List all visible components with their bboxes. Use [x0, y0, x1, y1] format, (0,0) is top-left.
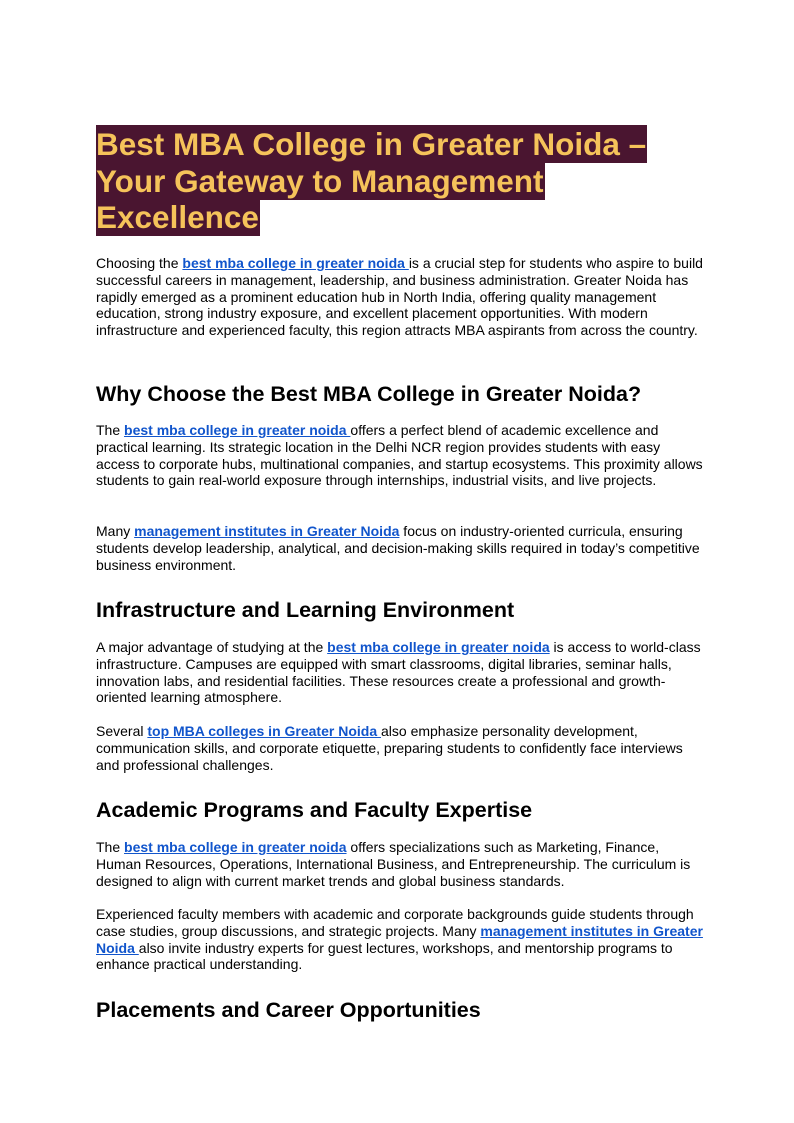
title-line: Your Gateway to Management: [96, 162, 544, 199]
paragraph-text: is a crucial step for students who aspire to build successful careers in management, leadership, and business administration. Greater Noida has rapidly emerged as a prominent education hub in North India, offering quality management education, strong industry exposure, and excellent placement opportunities. With modern infrastructure and experienced faculty, this region attracts MBA aspirants from across the country.: [96, 255, 703, 339]
content-link[interactable]: top MBA colleges in Greater Noida: [147, 723, 381, 739]
paragraph-text: The: [96, 422, 125, 438]
title-line: Excellence: [96, 199, 259, 235]
section-heading-infrastructure: Infrastructure and Learning Environment: [96, 598, 515, 622]
intro-paragraph: [96, 255, 706, 339]
content-link[interactable]: management institutes in Greater Noida: [134, 523, 400, 539]
paragraph-text: also invite industry experts for guest lectures, workshops, and mentorship programs to enhance practical understanding.: [96, 939, 673, 973]
academic-paragraph-1: [96, 839, 706, 889]
section-heading-why-choose: Why Choose the Best MBA College in Greater Noida?: [96, 382, 642, 406]
paragraph-text: The: [96, 839, 125, 855]
why-choose-paragraph-1: [96, 422, 706, 489]
paragraph-text: Choosing the: [96, 255, 183, 271]
page-title: [96, 126, 706, 236]
section-heading-academic: Academic Programs and Faculty Expertise: [96, 798, 533, 822]
why-choose-paragraph-2: [96, 523, 706, 573]
section-heading-placements: Placements and Career Opportunities: [96, 998, 481, 1022]
paragraph-text: offers a perfect blend of academic excellence and practical learning. Its strategic location in the Delhi NCR region provides students with easy access to corporate hubs, multinational companies, and startup ecosystems. This proximity allows students to gain real-world exposure through internships, industrial visits, and live projects.: [96, 422, 703, 489]
paragraph-text: also emphasize personality development, communication skills, and corporate etiquette, preparing students to confidently face interviews and professional challenges.: [96, 723, 683, 773]
paragraph-text: Many: [96, 523, 135, 539]
paragraph-text: Several: [96, 723, 148, 739]
infrastructure-paragraph-1: [96, 639, 706, 706]
title-line: Best MBA College in Greater Noida –: [96, 126, 647, 162]
paragraph-text: A major advantage of studying at the: [96, 639, 328, 655]
content-link[interactable]: best mba college in greater noida: [327, 639, 550, 655]
paragraph-text: Experienced faculty members with academic and corporate backgrounds guide students through case studies, group discussions, and strategic projects. Many: [96, 906, 694, 939]
paragraph-text: is access to world-class infrastructure. Campuses are equipped with smart classrooms, digital libraries, seminar halls, innovation labs, and residential facilities. These resources create a professional and growth-oriented learning atmosphere.: [96, 639, 701, 706]
content-link[interactable]: best mba college in greater noida: [124, 839, 347, 855]
paragraph-text: focus on industry-oriented curricula, ensuring students develop leadership, analytical, and decision-making skills required in today’s competitive business environment.: [96, 523, 700, 573]
paragraph-text: offers specializations such as Marketing, Finance, Human Resources, Operations, International Business, and Entrepreneurship. The curriculum is designed to align with current market trends and global business standards.: [96, 839, 691, 889]
content-link[interactable]: management institutes in Greater Noida: [96, 922, 703, 956]
intro-link[interactable]: best mba college in greater noida: [182, 255, 409, 271]
infrastructure-paragraph-2: [96, 723, 706, 773]
academic-paragraph-2: [96, 906, 706, 973]
content-link[interactable]: best mba college in greater noida: [124, 422, 351, 438]
